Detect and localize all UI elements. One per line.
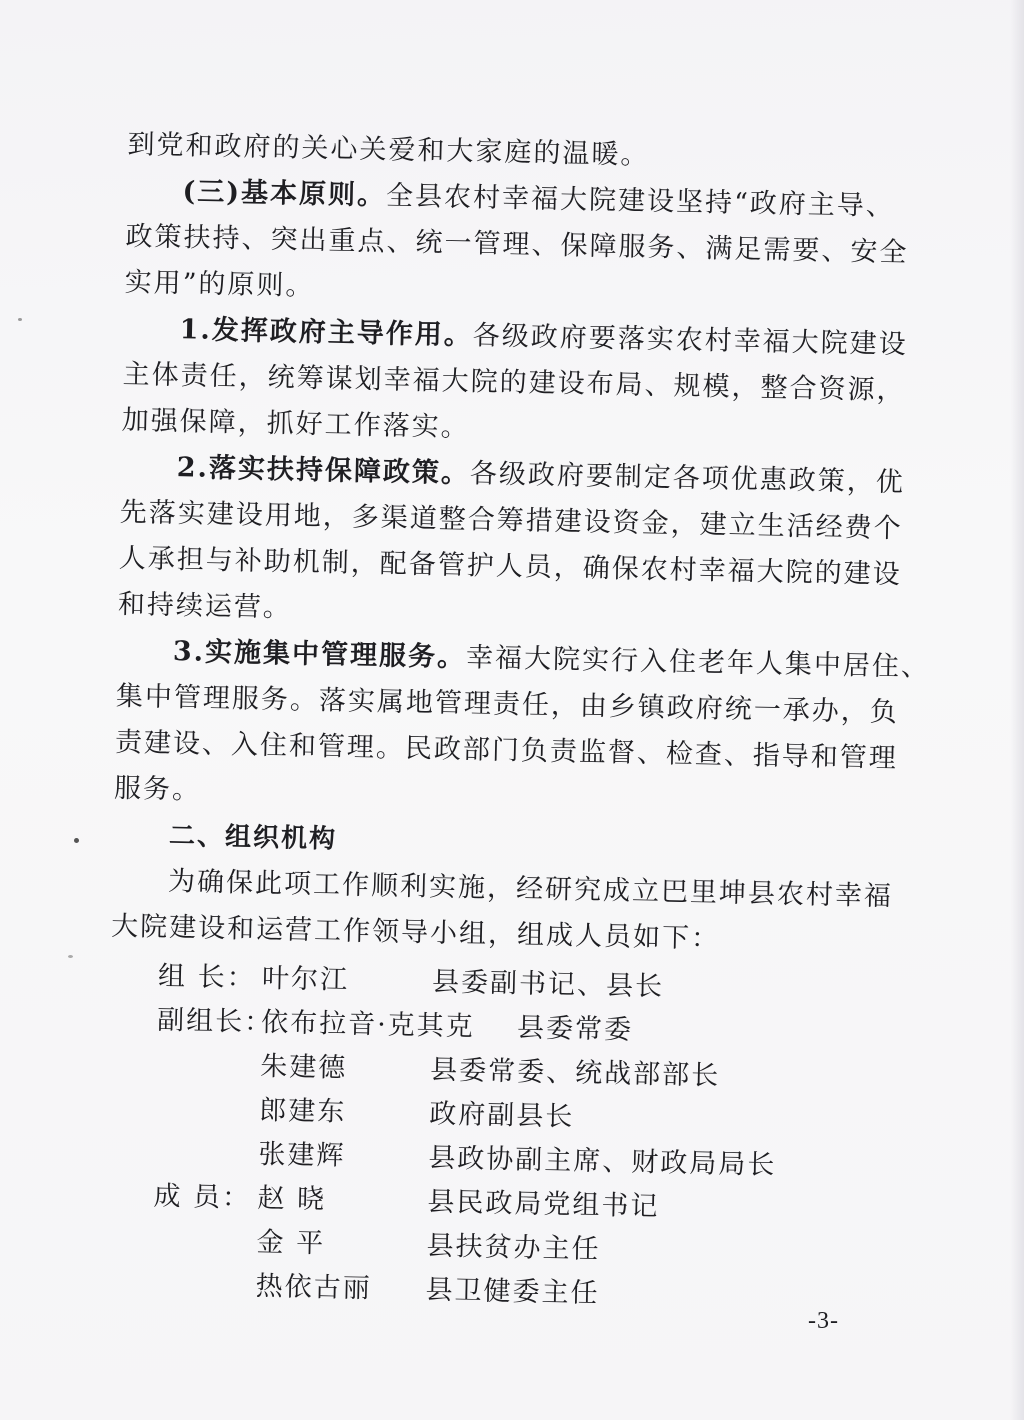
- paragraph-line: 加强保障，抓好工作落实。: [121, 404, 470, 444]
- member-list: [103, 954, 870, 1322]
- member-title: 县政协副主席、财政局局长: [428, 1142, 777, 1181]
- member-title: 县委常委: [516, 1012, 634, 1046]
- paragraph-line: 先落实建设用地，多渠道整合筹措建设资金，建立生活经费个: [119, 496, 903, 545]
- member-title: 县委副书记、县长: [431, 966, 665, 1003]
- member-name: 郎建东: [259, 1094, 347, 1128]
- member-title: 县扶贫办主任: [426, 1230, 601, 1266]
- scan-edge-shadow: [1010, 0, 1024, 1420]
- scan-speck: [74, 838, 79, 843]
- principle-3-heading: 3.实施集中管理服务。: [172, 636, 467, 674]
- paragraph-line: 到党和政府的关心关爱和大家庭的温暖。: [127, 128, 650, 171]
- member-title: 县委常委、统战部部长: [429, 1054, 721, 1092]
- paragraph-line: 人承担与补助机制，配备管护人员，确保农村幸福大院的建设: [118, 542, 903, 591]
- member-title: 县卫健委主任: [425, 1274, 600, 1310]
- member-role: [106, 1130, 259, 1177]
- paragraph-line: 和持续运营。: [117, 588, 293, 624]
- member-role: 副组长：: [156, 1004, 274, 1039]
- member-role: [104, 1218, 257, 1265]
- member-name: 叶尔江: [261, 962, 350, 996]
- paragraph-line: 大院建设和运营工作领导小组，组成人员如下：: [110, 910, 721, 955]
- principles-heading: (三)基本原则。: [182, 176, 387, 212]
- section-heading: 二、组织机构: [168, 821, 338, 855]
- paragraph-line: 实用”的原则。: [124, 266, 315, 302]
- principle-1-heading: 1.发挥政府主导作用。: [179, 314, 474, 352]
- paragraph-line: 主体责任，统筹谋划幸福大院的建设布局、规模，整合资源，: [122, 358, 906, 407]
- paragraph-text: 幸福大院实行入住老年人集中居住、: [465, 642, 931, 683]
- member-title: 县民政局党组书记: [427, 1186, 660, 1223]
- member-name: 赵 晓: [257, 1182, 327, 1216]
- member-name: 张建辉: [258, 1138, 346, 1172]
- document-body: [103, 122, 931, 1322]
- paragraph-line: 集中管理服务。落实属地管理责任，由乡镇政府统一承办，负: [115, 680, 900, 729]
- paragraph-line: 服务。: [113, 772, 202, 806]
- member-role: [103, 1262, 256, 1309]
- paragraph-line: 责建设、入住和管理。民政部门负责监督、检查、指导和管理: [114, 726, 899, 775]
- member-name: 依布拉音·克其克: [260, 1006, 476, 1043]
- member-role: 成 员：: [153, 1180, 252, 1214]
- scan-speck: [68, 955, 73, 958]
- member-name: 朱建德: [259, 1050, 348, 1084]
- paragraph-line: 政策扶持、突出重点、统一管理、保障服务、满足需要、安全: [125, 220, 909, 269]
- paragraph-text: 全县农村幸福大院建设坚持“政府主导、: [385, 180, 896, 223]
- member-title: 政府副县长: [428, 1098, 575, 1133]
- member-name: 金 平: [256, 1226, 326, 1260]
- member-role: [107, 1086, 260, 1133]
- member-name: 热依古丽: [255, 1270, 372, 1305]
- member-role: [108, 1042, 261, 1089]
- principle-2-heading: 2.落实扶持保障政策。: [176, 452, 471, 490]
- paragraph-text: 各级政府要制定各项优惠政策，优: [469, 458, 906, 499]
- paragraph-line: 为确保此项工作顺利实施，经研究成立巴里坤县农村幸福: [167, 866, 894, 913]
- paragraph-text: 各级政府要落实农村幸福大院建设: [472, 320, 909, 361]
- scan-speck: [18, 318, 22, 321]
- page-number: -3-: [808, 1308, 839, 1334]
- member-role: 组 长：: [157, 960, 257, 994]
